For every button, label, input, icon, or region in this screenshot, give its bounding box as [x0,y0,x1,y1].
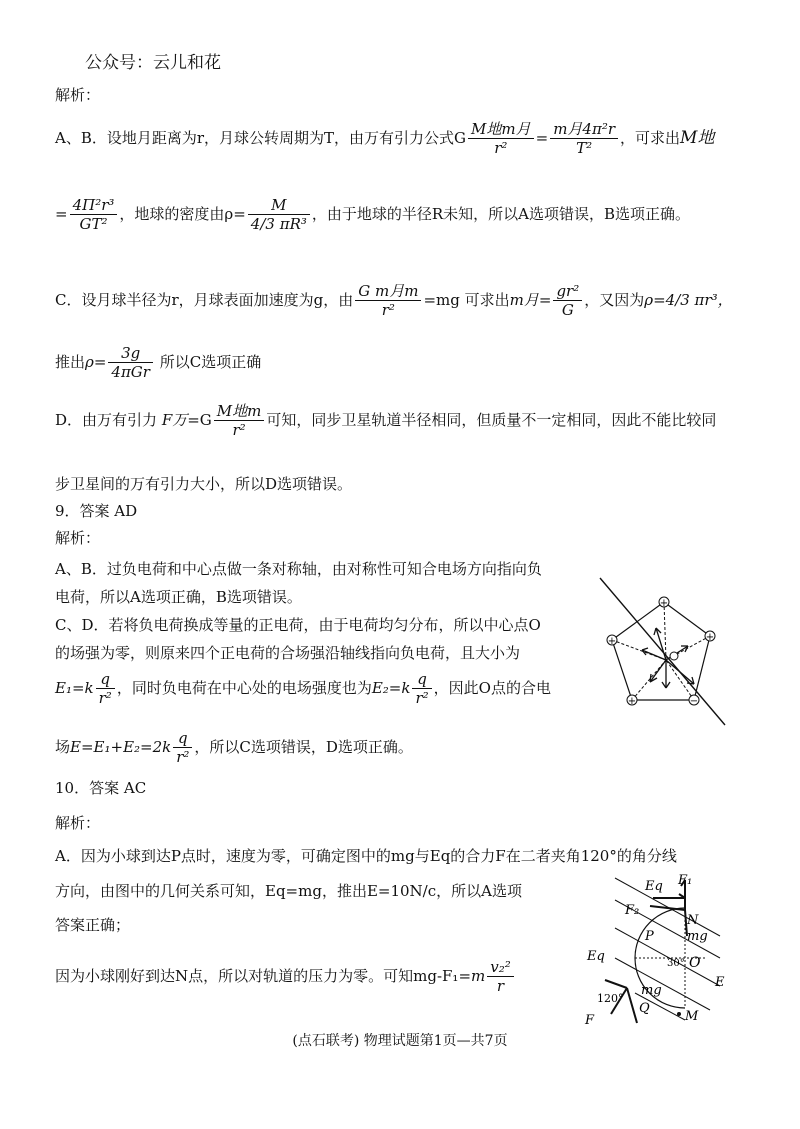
label-F1: F₁ [678,873,693,888]
q8-d-eq: =G [187,410,212,429]
label-Eq-lower: Eq [587,949,605,964]
label-mg-lower: mg [641,983,662,998]
svg-text:+: + [607,636,617,647]
q8-d-F: F万 [161,410,188,429]
q8-ab2-post: ，由于地球的半径R未知，所以A选项错误，B选项正确。 [311,204,691,223]
page-footer: (点石联考) 物理试题第1页—共7页 [292,1033,508,1049]
q8-ab2-frac [70,196,118,234]
q8-c-frac [355,282,421,320]
q8-ab2-mid: ，地球的密度由ρ= [119,204,246,223]
q9-ab2: 电荷，所以A选项正确，B选项错误。 [55,588,302,606]
frac-den: 4πGr [111,363,150,381]
q8-ab-M: M地 [680,127,715,148]
q10-a4-frac [487,958,514,996]
frac-den: r² [494,139,508,157]
frac-num: gr² [553,282,582,301]
frac-num: 3g [108,344,153,363]
q8-d-line2: 步卫星间的万有引力大小，所以D选项错误。 [55,475,353,493]
charge-top [659,597,669,609]
svg-text:+: + [627,696,637,707]
frac-den: r² [98,689,112,707]
label-E: E [715,975,725,990]
label-P: P [645,929,654,944]
q9-c3-frac2 [412,670,431,708]
q9-c1: C、D．若将负电荷换成等量的正电荷，由于电荷均匀分布，所以中心点O [55,616,541,634]
equals: = [535,128,549,147]
frac-num: 4Π²r³ [70,196,118,215]
frac-num: M地m月 [468,120,534,139]
q8-c2-post: 所以C选项正确 [159,352,262,371]
q9-c4-e: E=E₁+E₂=2k [70,737,172,756]
frac-den: r² [176,748,190,766]
q8-ab-post: ，可求出 [620,128,681,147]
label-M: M [685,1009,699,1024]
q8-ab-frac1 [468,120,534,158]
q8-c2-frac [108,344,153,382]
q8-c-line1: C．设月球半径为r，月球表面加速度为g，由 $\frac{\text{G m月m}}{\text{r²}}$ =mg 可求出m月= $\frac{\text{gr²}}{G}$ ，又因为ρ=4/3 πr³， [55,282,733,319]
page-header: 公众号：云儿和花 [85,53,221,73]
label-30deg: 30° [667,958,685,969]
q8-c-line2 [55,344,261,382]
q8-ab-pre: A、B．设地月距离为r，月球公转周期为T，由万有引力公式G [55,128,467,147]
q8-c-mid2: ，又因为 [584,290,645,309]
q8-ab-line1 [55,120,714,158]
frac-num: v₂² [487,958,514,977]
label-F: F [585,1013,595,1028]
q8-c2-rho: ρ= [85,352,107,371]
q8-ab-line2: = $\frac{\text{4Π²r³}}{\text{GT²}}$ ，地球的密度由ρ= $\frac{M}{\text{4/3 πR³}}$ ，由于地球的半径R未知，所以A选项错误，B选项正确。 [55,196,691,233]
svg-text:+: + [659,598,669,609]
frac-num: m月4π²r [550,120,618,139]
frac-den: r² [381,301,395,319]
q9-ab1: A、B．过负电荷和中心点做一条对称轴，由对称性可知合电场方向指向负 [55,560,542,578]
label-Q: Q [639,1001,650,1016]
q10-a4-pre: 因为小球刚好到达N点，所以对轨道的压力为零。可知mg-F₁= [55,966,472,985]
q8-c-m: m月 [509,290,539,309]
q9-c3-frac1 [96,670,115,708]
center-point-O [670,652,678,660]
q10-a4 [55,958,516,996]
frac-num: q [412,670,431,689]
charge-bottom-right [689,695,699,707]
q8-jiexi: 解析： [55,86,101,104]
frac-num: M [248,196,310,215]
q9-c4-pre: 场 [55,737,71,756]
q8-c-pre: C．设月球半径为r，月球表面加速度为g，由 [55,290,354,309]
q8-d-frac [214,402,265,440]
q9-c3 [55,670,551,708]
frac-den: T² [576,139,593,157]
label-120deg: 120° [597,992,624,1005]
q9-c4-frac [173,729,192,767]
q9-c4-post: ，所以C选项错误，D选项正确。 [194,737,413,756]
q8-d-pre: D．由万有引力 [55,410,158,429]
q10-answer: 10．答案 AC [55,779,147,797]
q9-c2: 的场强为零，则原来四个正电荷的合场强沿轴线指向负电荷，且大小为 [55,644,521,662]
frac-den: 4/3 πR³ [250,215,307,233]
q8-ab2-rho [248,196,310,234]
q8-c2-pre: 推出 [55,352,86,371]
q9-c3-e2: E₂=k [371,678,411,697]
charge-left [607,635,617,647]
q8-c-frac2 [553,282,582,320]
frac-num: G m月m [355,282,421,301]
q10-a1: A．因为小球到达P点时，速度为零，可确定图中的mg与Eq的合力F在二者夹角120°的角分线 [55,847,677,865]
q9-answer: 9．答案 AD [55,502,138,520]
q9-pentagon-figure [590,570,740,730]
q9-c4 [55,729,413,767]
frac-den: r [496,977,505,995]
frac-den: r² [415,689,429,707]
label-N: N [687,913,699,928]
q10-field-figure [575,868,775,1028]
frac-num: q [173,729,192,748]
frac-den: G [561,301,574,319]
q8-ab-frac2 [550,120,618,158]
q9-c3-post: ，因此O点的合电 [433,678,551,697]
q9-c3-mid: ，同时负电荷在中心处的电场强度也为 [116,678,372,697]
q10-jiexi: 解析： [55,814,101,832]
frac-den: GT² [79,215,108,233]
q8-d-post: 可知，同步卫星轨道半径相同，但质量不一定相同，因此不能比较同 [266,410,717,429]
q10-a4-m: m [471,966,486,985]
label-Eq: Eq [645,879,663,894]
label-O: O [689,955,701,971]
point-M [677,1012,681,1016]
pentagon [612,602,710,700]
svg-text:+: + [705,632,715,643]
q10-a2: 方向，由图中的几何关系可知，Eq=mg，推出E=10N/c，所以A选项 [55,882,522,900]
charge-bottom-left [627,695,637,707]
q10-a3: 答案正确； [55,916,131,934]
svg-text:−: − [689,696,699,707]
q8-d-line1 [55,402,716,440]
q8-c-rho: ρ=4/3 πr³， [644,290,733,309]
label-F2: F₂ [625,903,640,918]
frac-num: q [96,670,115,689]
q9-jiexi: 解析： [55,529,101,547]
q8-c-mid: =mg 可求出 [423,290,510,309]
frac-den: r² [232,421,246,439]
label-mg: mg [687,929,708,944]
frac-num: M地m [214,402,265,421]
q9-c3-e1: E₁=k [55,678,94,697]
charge-right [705,631,715,643]
